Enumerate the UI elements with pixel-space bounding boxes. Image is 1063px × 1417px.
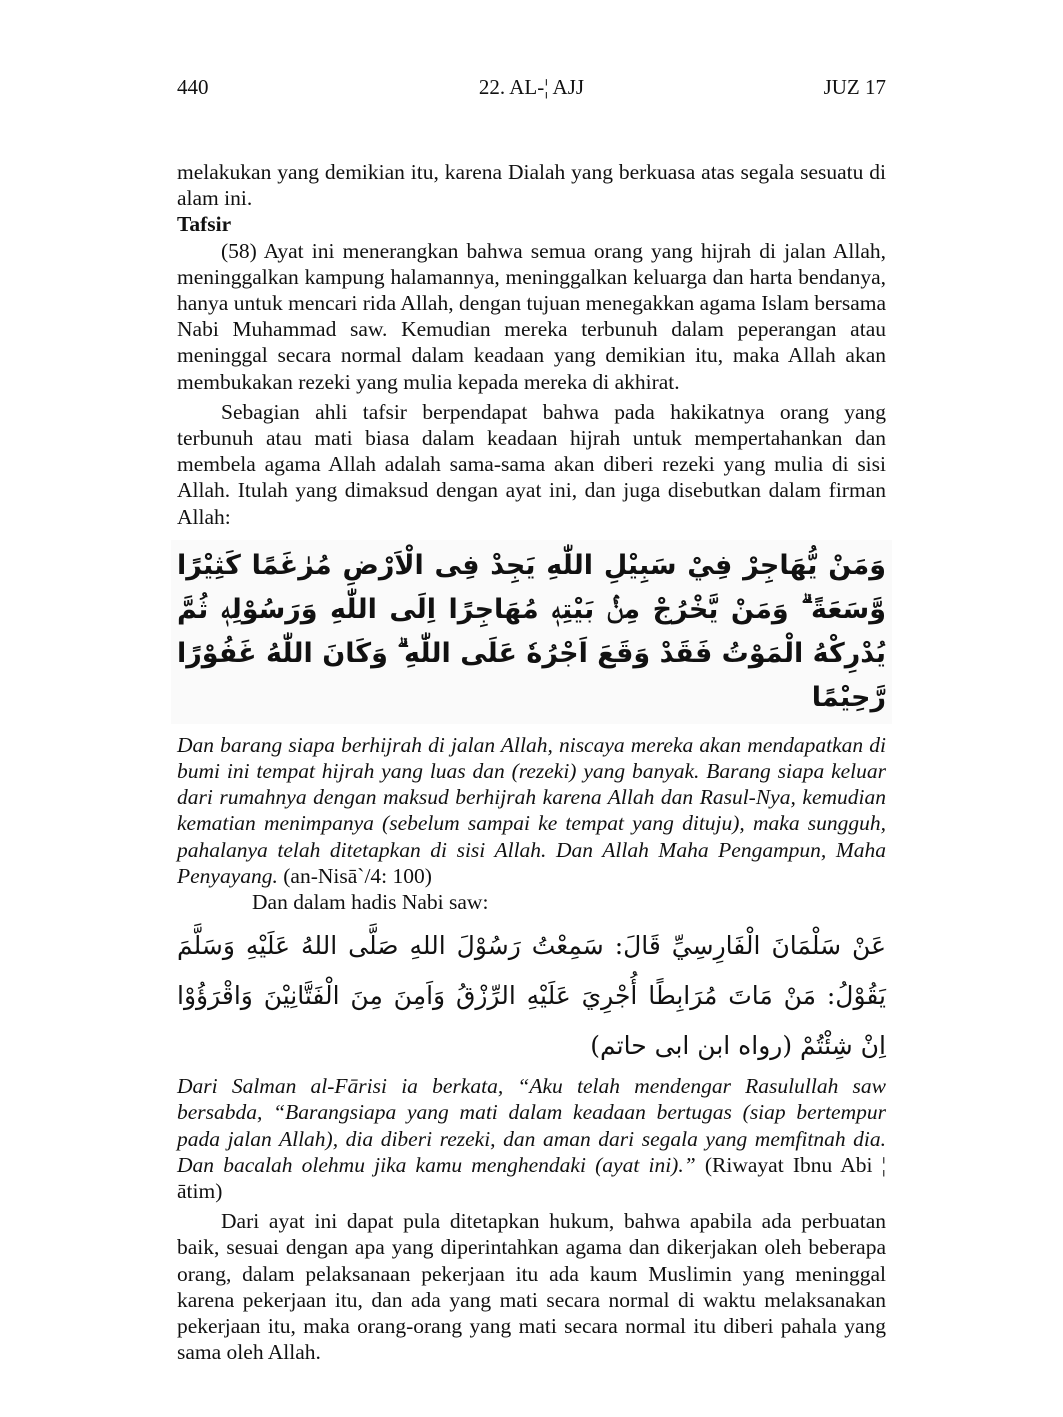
quran-reference: (an-Nisā`/4: 100) <box>277 863 432 888</box>
page-number: 440 <box>177 75 209 99</box>
juz-label: JUZ 17 <box>823 75 886 99</box>
intro-paragraph: melakukan yang demikian itu, karena Dialah yang berkuasa atas segala sesuatu di alam ini. <box>177 160 886 211</box>
conclusion-paragraph: Dari ayat ini dapat pula ditetapkan hukum, bahwa apabila ada perbuatan baik, sesuai dengan apa yang diperintahkan agama dan dikerjakan oleh beberapa orang, dalam pelaksanaan pekerjaan itu ada kaum Muslimin yang meninggal karena pekerjaan itu, dan ada yang mati secara normal di waktu melaksanakan pekerjaan itu, maka orang-orang yang mati secara normal itu diberi pahala yang sama oleh Allah. <box>177 1209 886 1365</box>
quran-translation-block <box>177 732 886 889</box>
hadis-intro: Dan dalam hadis Nabi saw: <box>252 890 489 915</box>
tafsir-paragraph-58: (58) Ayat ini menerangkan bahwa semua orang yang hijrah di jalan Allah, meninggalkan kampung halamannya, meninggalkan keluarga dan harta bendanya, hanya untuk mencari rida Allah, dengan tujuan menegakkan agama Islam bersama Nabi Muhammad saw. Kemudian mereka terbunuh dalam peperangan atau meninggal secara normal dalam keadaan yang demikian itu, maka Allah akan membukakan rezeki yang mulia kepada mereka di akhirat. <box>177 238 886 394</box>
quran-translation: Dan barang siapa berhijrah di jalan Allah, niscaya mereka akan mendapatkan di bumi ini tempat hijrah yang luas dan (rezeki) yang banyak. Barang siapa keluar dari rumahnya dengan maksud berhijrah karena Allah dan Rasul-Nya, kemudian kematian menimpanya (sebelum sampai ke tempat yang dituju), maka sungguh, pahalanya telah ditetapkan di sisi Allah. Dan Allah Maha Pengampun, Maha Penyayang. <box>177 732 886 888</box>
hadith-translation-block <box>177 1073 886 1204</box>
section-heading-tafsir: Tafsir <box>177 212 232 237</box>
hadith-reference: (Riwayat Ibnu Abi ¦ ātim) <box>177 1152 886 1204</box>
hadith-arabic: عَنْ سَلْمَانَ الْفَارِسِيِّ قَالَ: سَمِعْتُ رَسُوْلَ اللهِ صَلَّى اللهُ عَلَيْهِ وَسَلَّمَ يَقُوْلُ: مَنْ مَاتَ مُرَابِطًا أُجْرِيَ عَلَيْهِ الرِّزْقُ وَاَمِنَ مِنَ الْفَتَّانِيْنَ وَاقْرَؤُوْا اِنْ شِئْتُمْ (رواه ابن ابى حاتم) <box>177 931 886 1061</box>
hadith-translation: Dari Salman al-Fārisi ia berkata, “Aku telah mendengar Rasulullah saw bersabda, “Barangsiapa yang mati dalam keadaan bertugas (siap bertempur pada jalan Allah), dia diberi rezeki, dan aman dari segala yang memfitnah dia. Dan bacalah olehmu jika kamu menghendaki (ayat ini).” <box>177 1074 886 1177</box>
chapter-title: 22. AL-¦ AJJ <box>478 75 585 99</box>
page-header <box>177 75 886 101</box>
page-body <box>177 159 886 1366</box>
quran-verse-arabic: وَمَنْ يُّهَاجِرْ فِيْ سَبِيْلِ اللّٰهِ يَجِدْ فِى الْاَرْضِ مُرٰغَمًا كَثِيْرًا وَّسَعَةً ۗ وَمَنْ يَّخْرُجْ مِنْۢ بَيْتِهٖ مُهَاجِرًا اِلَى اللّٰهِ وَرَسُوْلِهٖ ثُمَّ يُدْرِكْهُ الْمَوْتُ فَقَدْ وَقَعَ اَجْرُهٗ عَلَى اللّٰهِ ۗ وَكَانَ اللّٰهُ غَفُوْرًا رَّحِيْمًا <box>171 540 892 724</box>
sebagian-paragraph: Sebagian ahli tafsir berpendapat bahwa pada hakikatnya orang yang terbunuh atau mati biasa dalam keadaan hijrah untuk mempertahankan dan membela agama Allah adalah sama-sama akan diberi rezeki yang mulia di sisi Allah. Itulah yang dimaksud dengan ayat ini, dan juga disebutkan dalam firman Allah: <box>177 399 886 529</box>
